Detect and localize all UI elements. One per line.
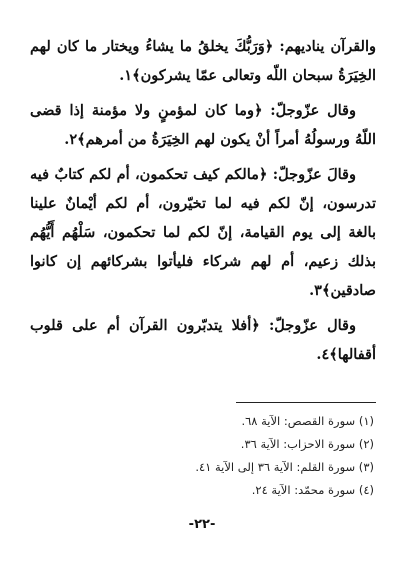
footnote-2: (٢) سورة الاحزاب: الآية ٣٦. (240, 437, 374, 451)
footnote-4: (٤) سورة محمّد: الآية ٢٤. (251, 483, 374, 497)
footnote-1: (١) سورة القصص: الآية ٦٨. (241, 414, 374, 428)
page-number: -٢٢- (188, 517, 216, 532)
footnotes (30, 410, 374, 502)
paragraph-4: وقال عزّوجلّ: ﴿أفلا يتدبّرون القرآن أم على قلوب أقفالها﴾٤. (30, 317, 376, 363)
paragraph-1: والقرآن يناديهم: ﴿وَرَبُّكَ يخلقُ ما يشاءُ ويختار ما كان لهم الخِيَرَةُ سبحان اللّه وتعالى عمّا يشركون﴾١. (30, 38, 376, 84)
footnote-3: (٣) سورة القلم: الآية ٣٦ إلى الآية ٤١. (195, 460, 374, 474)
footnote-divider (236, 402, 376, 403)
main-text (30, 32, 376, 369)
paragraph-2: وقال عزّوجلّ: ﴿وما كان لمؤمنٍ ولا مؤمنة إذا قضى اللّهُ ورسولُهُ أمراً أنْ يكون لهم الخِيَرَةُ من أمرهم﴾٢. (30, 102, 376, 148)
paragraph-3: وقالَ عزّوجلّ: ﴿مالكم كيف تحكمون، أم لكم كتابٌ فيه تدرسون، إنّ لكم فيه لما تخيّرون، أم لكم أيْمانٌ علينا بالغة إلى يوم القيامة، إنّ لكم لما تحكمون، سَلْهُم أَيُّهُم بذلك زعيم، أم لهم شركاء فليأتوا بشركائهم إن كانوا صادقين﴾٣. (30, 166, 376, 299)
